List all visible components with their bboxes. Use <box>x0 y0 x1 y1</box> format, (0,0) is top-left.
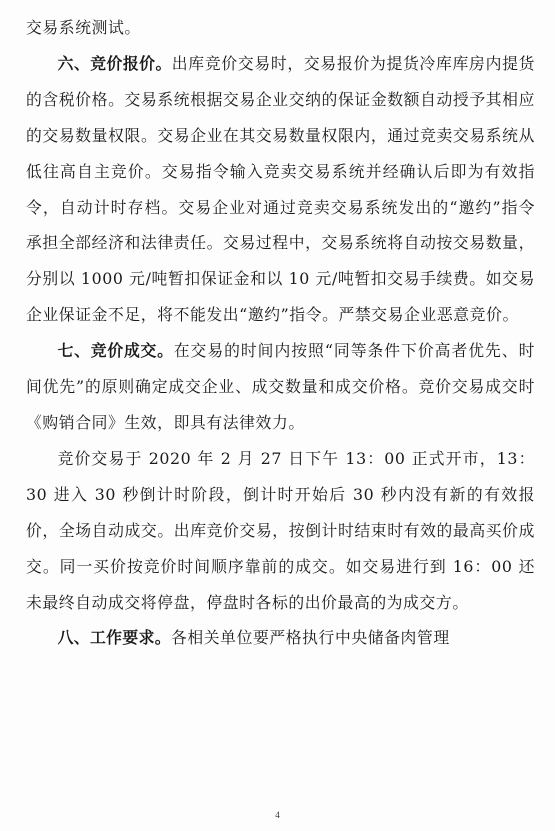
page-number: 4 <box>275 810 280 820</box>
paragraph-text: 各相关单位要严格执行中央储备肉管理 <box>170 628 450 648</box>
section-heading-7: 七、竞价成交。 <box>57 341 174 361</box>
paragraph-work-requirements <box>26 620 535 656</box>
paragraph-text: 交易系统测试。 <box>26 18 141 37</box>
section-heading-6: 六、竞价报价。 <box>57 53 172 73</box>
paragraph-bidding-quote <box>26 46 535 333</box>
paragraph-trading-schedule <box>26 441 535 621</box>
document-body <box>26 10 535 656</box>
paragraph-continuation <box>26 10 535 46</box>
paragraph-text: 出库竞价交易时，交易报价为提货冷库库房内提货的含税价格。交易系统根据交易企业交纳的保证金数额自动授予其相应的交易数量权限。交易企业在其交易数量权限内，通过竞卖交易系统从低往高自主竞价。交易指令输入竞卖交易系统并经确认后即为有效指令，自动计时存档。交易企业对通过竞卖交易系统发出的“邀约”指令承担全部经济和法律责任。交易过程中，交易系统将自动按交易数量，分别以 1000 元/吨暂扣保证金和以 10 元/吨暂扣交易手续费。如交易企业保证金不足，将不能发出“邀约”指令。严禁交易企业恶意竞价。 <box>26 53 535 325</box>
paragraph-text: 竞价交易于 2020 年 2 月 27 日下午 13：00 正式开市，13：30 进入 30 秒倒计时阶段，倒计时开始后 30 秒内没有新的有效报价，全场自动成交。出库竞价交易，按倒计时结束时有效的最高买价成交。同一买价按竞价时间顺序靠前的成交。如交易进行到 16：00 还未最终自动成交将停盘，停盘时各标的出价最高的为成交方。 <box>26 448 535 612</box>
section-heading-8: 八、工作要求。 <box>57 628 171 648</box>
paragraph-bidding-deal <box>26 333 535 441</box>
paragraph-text: 在交易的时间内按照“同等条件下价高者优先、时间优先”的原则确定成交企业、成交数量和成交价格。竞价交易成交时《购销合同》生效，即具有法律效力。 <box>26 341 535 432</box>
